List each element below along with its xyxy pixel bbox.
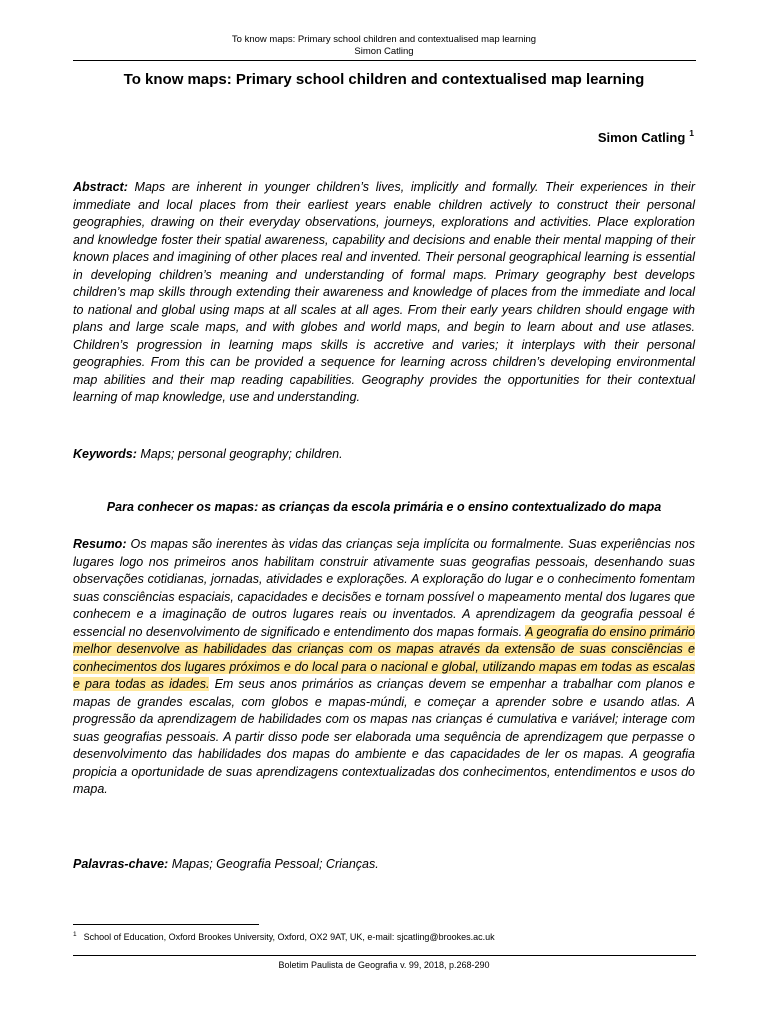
footnote-text: School of Education, Oxford Brookes University, Oxford, OX2 9AT, UK, e-mail: sjcatling@brookes.ac.uk bbox=[83, 932, 495, 942]
palavras-chave-label: Palavras-chave: bbox=[73, 857, 169, 871]
header-rule bbox=[73, 60, 696, 61]
abstract-text: Maps are inherent in younger children’s lives, implicitly and formally. Their experiences in their immediate and local places from their earliest years enable children actively to construct their personal geographies, drawing on their everyday observations, journeys, explorations and activities. Place exploration and knowledge foster their spatial awareness, capability and decisions and enable their mental mapping of their known places and imagining of other places real and invented. Their personal geographical learning is essential in developing children’s meaning and understanding of formal maps. Primary geography best develops children’s map skills through extending their awareness and knowledge of places from the immediate and local to national and global using maps at all scales at all ages. From their early years children should engage with plans and large scale maps, and with globes and world maps, and begin to learn about and use atlases. Children’s progression in learning maps skills is accretive and varies; it interplays with their personal geographies. From this can be provided a sequence for learning across children’s developing environmental map abilities and their map reading capabilities. Geography provides the opportunities for their contextual learning of map knowledge, use and understanding. bbox=[73, 180, 695, 404]
footnote bbox=[73, 929, 693, 943]
abstract-paragraph bbox=[73, 179, 695, 407]
footer-rule bbox=[73, 955, 696, 956]
keywords-label: Keywords: bbox=[73, 447, 137, 461]
keywords-paragraph bbox=[73, 446, 695, 464]
author-footnote-marker: 1 bbox=[689, 128, 694, 138]
keywords-text: Maps; personal geography; children. bbox=[140, 447, 343, 461]
palavras-chave-text: Mapas; Geografia Pessoal; Crianças. bbox=[171, 857, 379, 871]
palavras-chave-paragraph bbox=[73, 856, 695, 874]
resumo-paragraph bbox=[73, 536, 695, 799]
paper-title: To know maps: Primary school children and contextualised map learning bbox=[123, 71, 645, 88]
abstract-label: Abstract: bbox=[73, 180, 128, 194]
running-header-title: To know maps: Primary school children and contextualised map learning bbox=[231, 34, 537, 45]
author-name: Simon Catling bbox=[597, 130, 686, 145]
resumo-text-after: Em seus anos primários as crianças devem se empenhar a trabalhar com planos e mapas de grandes escalas, com globos e mapas-múndi, e começar a aprender sobre e usando atlas. A progressão da aprendizagem de habilidades com os mapas nas crianças é cumulativa e variável; interage com suas geografias pessoais. A partir disso pode ser elaborada uma sequência de aprendizagem que perpasse o desenvolvimento das habilidades dos mapas do ambiente e das capacidades de ler os mapas. A geografia propicia a oportunidade de suas aprendizagens contextualizadas dos conhecimentos, entendimentos e usos do mapa. bbox=[73, 677, 695, 796]
author-line bbox=[598, 124, 694, 147]
journal-citation: Boletim Paulista de Geografia v. 99, 2018, p.268-290 bbox=[278, 960, 490, 970]
portuguese-title: Para conhecer os mapas: as crianças da escola primária e o ensino contextualizado do mapa bbox=[106, 500, 662, 514]
running-header bbox=[0, 34, 768, 58]
resumo-highlighted-text: A geografia do ensino primário melhor desenvolve as habilidades das crianças com os mapas através da extensão de suas consciências e conhecimentos dos lugares próximos e do local para o nacional e global, utilizando mapas em todas as escalas e para todas as idades. bbox=[73, 624, 696, 691]
running-header-author: Simon Catling bbox=[354, 46, 414, 57]
footnote-rule bbox=[73, 924, 259, 925]
footnote-marker: 1 bbox=[73, 931, 77, 938]
resumo-label: Resumo: bbox=[73, 537, 127, 551]
resumo-text-before: Os mapas são inerentes às vidas das crianças seja implícita ou formalmente. Suas experiências nos lugares logo nos primeiros anos habilitam construir ativamente suas geografias pessoais, desenhando suas observações cotidianas, jornadas, atividades e explorações. A exploração do lugar e o conhecimento fomentam suas consciências espaciais, capacidades e decisões e tornam possível o mapeamento mental dos lugares que conhecem e a imaginação de outros lugares reais ou inventados. A aprendizagem da geografia pessoal é essencial no desenvolvimento de significado e entendimento dos mapas formais. bbox=[73, 537, 695, 639]
